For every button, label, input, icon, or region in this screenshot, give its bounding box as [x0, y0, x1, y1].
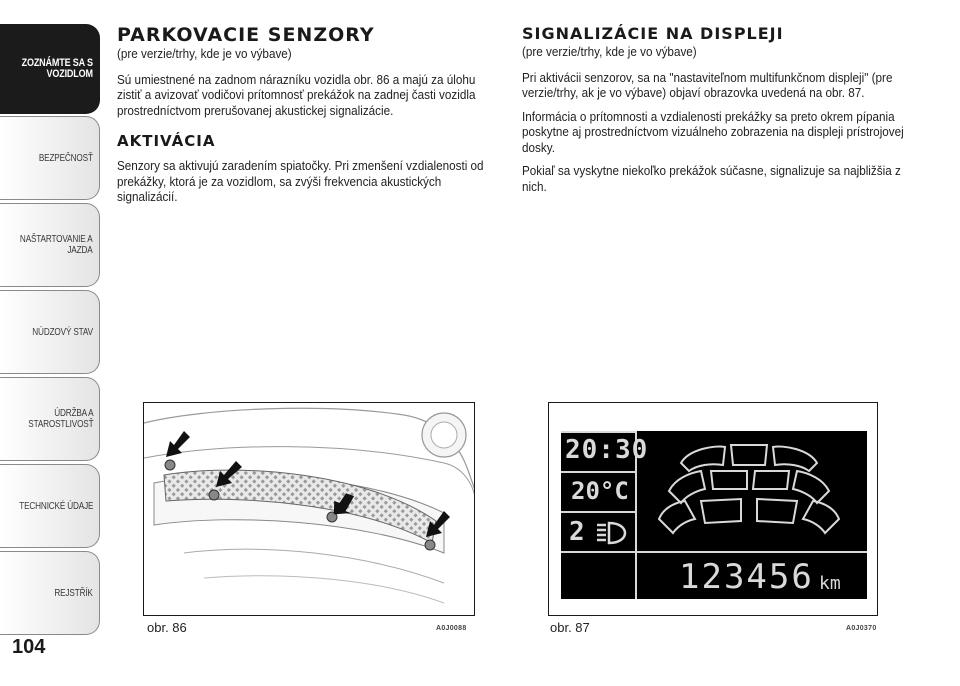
tab-label: ZOZNÁMTE SA S VOZIDLOM — [21, 57, 93, 80]
parking-sensor — [425, 540, 435, 550]
figure-instrument-display — [548, 402, 878, 616]
right-column — [522, 24, 912, 194]
tab-label: REJSTŘÍK — [54, 587, 93, 599]
tab-technicke-udaje[interactable] — [0, 464, 100, 548]
gear-readout: 2 — [569, 517, 585, 547]
clock-readout: 20:30 — [565, 435, 649, 465]
display-paragraph: Pri aktivácii senzorov, sa na "nastaviteľnom multifunkčnom displeji" (pre verzie/trhy, ak je vo výbave) objaví obrazovka uvedená na obr. 87. — [522, 69, 893, 100]
parking-sensor — [165, 460, 175, 470]
figure-caption: obr. 87 — [550, 620, 590, 635]
subsection-title: AKTIVÁCIA — [117, 132, 216, 150]
activation-paragraph: Senzory sa aktivujú zaradením spiatočky. Pri zmenšení vzdialenosti od prekážky, ktorá je za vozidlom, sa zvýši frekvencia akustických signalizácií. — [117, 158, 484, 204]
tab-bezpecnost[interactable] — [0, 116, 100, 200]
parking-distance-graphic — [641, 435, 861, 547]
temperature-readout: 20°C — [571, 477, 629, 505]
intro-paragraph: Sú umiestnené na zadnom nárazníku vozidla obr. 86 a majú za úlohu zistiť a avizovať vodičovi prítomnosť prekážok na zadnej časti vozidla prostredníctvom prerušovanej akustickej signalizácie. — [117, 71, 476, 118]
parking-sensor — [209, 490, 219, 500]
multifunction-display — [561, 431, 867, 599]
figure-code: A0J0370 — [846, 625, 877, 632]
tab-label: BEZPEČNOSŤ — [39, 152, 93, 164]
left-column — [117, 24, 502, 205]
multiple-obstacles-paragraph: Pokiaľ sa vyskytne niekoľko prekážok súčasne, signalizuje sa najbližšia z nich. — [522, 163, 901, 194]
tab-nudzovy-stav[interactable] — [0, 290, 100, 374]
rear-bumper-illustration — [144, 403, 475, 616]
figure-rear-bumper — [143, 402, 475, 616]
figure-caption: obr. 86 — [147, 620, 187, 635]
page-number: 104 — [12, 636, 46, 658]
tab-label: NÚDZOVÝ STAV — [32, 326, 93, 338]
availability-note: (pre verzie/trhy, kde je vo výbave) — [117, 46, 292, 61]
figure-code: A0J0088 — [436, 625, 467, 632]
tab-nastartovanie-a-jazda[interactable] — [0, 203, 100, 287]
tab-rejstrik[interactable] — [0, 551, 100, 635]
availability-note: (pre verzie/trhy, kde je vo výbave) — [522, 44, 697, 59]
info-paragraph: Informácia o prítomnosti a vzdialenosti prekážky sa preto okrem pípania poskytne aj prostredníctvom vizuálneho zobrazenia na displeji prístrojovej dosky. — [522, 108, 904, 155]
section-title: PARKOVACIE SENZORY — [117, 24, 375, 46]
tab-label: NAŠTARTOVANIE A JAZDA — [20, 234, 93, 256]
tab-label: TECHNICKÉ ÚDAJE — [18, 500, 93, 512]
odometer-unit: km — [819, 573, 841, 594]
odometer-readout: 123456 — [679, 557, 814, 597]
tab-udrzba-a-starostlivost[interactable] — [0, 377, 100, 461]
distance-segments — [659, 445, 839, 533]
tab-zoznamte-sa-s-vozidlom[interactable] — [0, 24, 100, 114]
tab-label: ÚDRŽBA A STAROSTLIVOSŤ — [27, 408, 93, 430]
section-title: SIGNALIZÁCIE NA DISPLEJI — [522, 24, 784, 43]
headlight-icon — [595, 519, 631, 547]
